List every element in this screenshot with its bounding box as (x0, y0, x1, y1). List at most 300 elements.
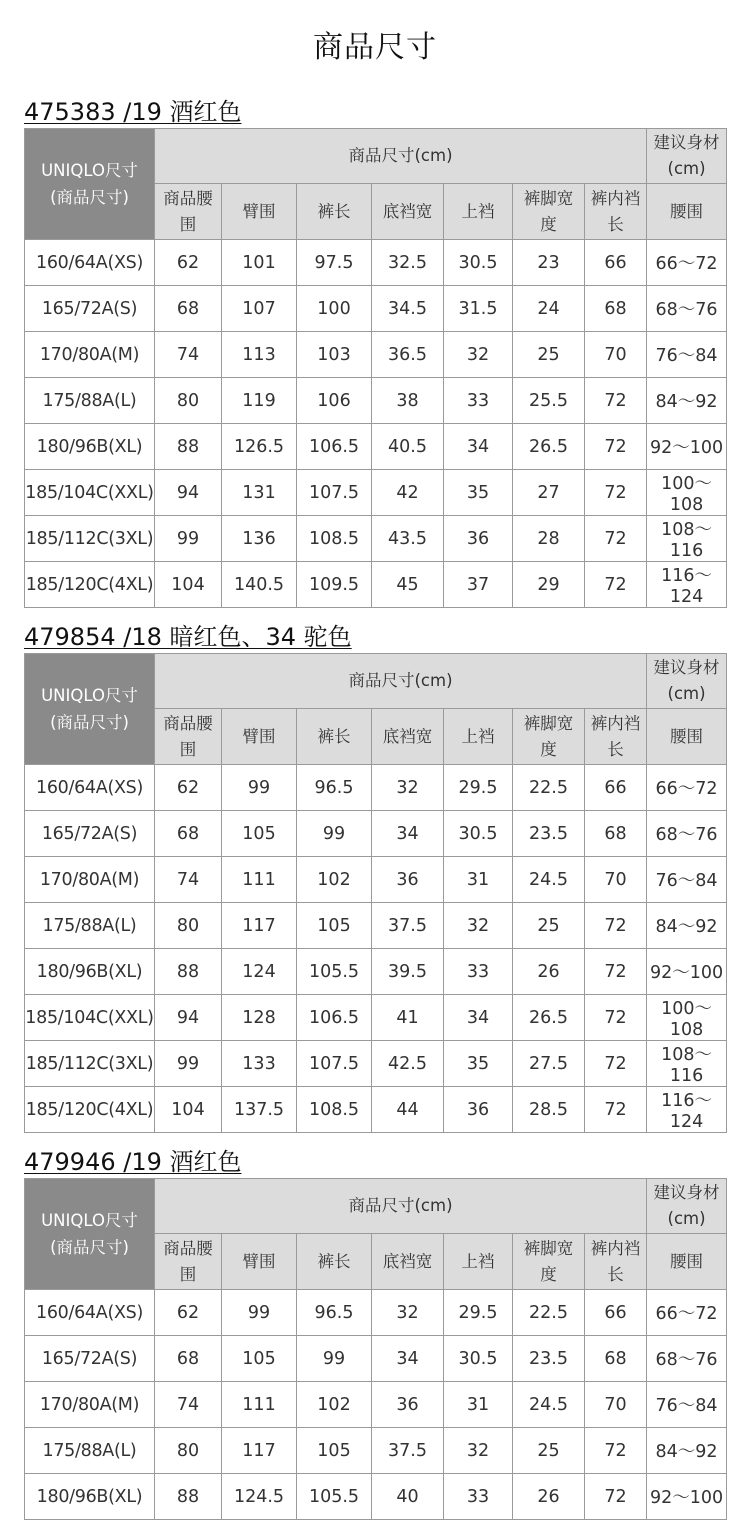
value-cell: 101 (222, 240, 297, 286)
header-row-1 (25, 654, 727, 709)
value-cell: 80 (155, 1428, 222, 1474)
brand-label-line1: UNIQLO尺寸 (41, 686, 138, 705)
column-header (155, 709, 222, 765)
table-row (25, 562, 727, 608)
value-cell: 92～100 (647, 949, 727, 995)
value-cell: 88 (155, 949, 222, 995)
value-cell: 104 (155, 562, 222, 608)
table-row (25, 811, 727, 857)
value-cell: 68～76 (647, 1336, 727, 1382)
value-cell: 32 (444, 903, 513, 949)
value-cell: 72 (585, 470, 647, 516)
value-cell: 94 (155, 470, 222, 516)
size-table (24, 128, 727, 608)
value-cell: 26 (513, 1474, 585, 1520)
value-cell: 22.5 (513, 1290, 585, 1336)
column-header (585, 184, 647, 240)
column-header-line1: 裤内裆 (590, 713, 641, 733)
header-row-1 (25, 129, 727, 184)
column-header (647, 184, 727, 240)
value-cell: 23 (513, 240, 585, 286)
column-header-line2: 度 (540, 1264, 557, 1284)
value-cell: 74 (155, 1382, 222, 1428)
size-section (24, 92, 726, 611)
value-cell: 23.5 (513, 1336, 585, 1382)
size-label-cell: 185/104C(XXL) (25, 995, 155, 1041)
size-label-cell: 175/88A(L) (25, 903, 155, 949)
value-cell: 99 (155, 1041, 222, 1087)
column-header-line2: 围 (179, 214, 197, 234)
size-section (24, 617, 726, 1136)
column-header-line1: 臂围 (242, 726, 276, 746)
table-row (25, 1087, 727, 1133)
column-header-line1: 裤长 (317, 726, 351, 746)
table-row (25, 1428, 727, 1474)
value-cell: 68 (585, 811, 647, 857)
value-cell: 97.5 (297, 240, 372, 286)
value-cell: 38 (372, 378, 444, 424)
size-label-cell: 180/96B(XL) (25, 424, 155, 470)
size-label-cell: 185/112C(3XL) (25, 1041, 155, 1087)
column-header-line2: 长 (607, 739, 624, 759)
value-cell: 104 (155, 1087, 222, 1133)
value-cell: 72 (585, 1087, 647, 1133)
value-cell: 33 (444, 949, 513, 995)
size-label-cell: 180/96B(XL) (25, 949, 155, 995)
table-row (25, 470, 727, 516)
size-label-cell: 185/104C(XXL) (25, 470, 155, 516)
size-label-cell: 160/64A(XS) (25, 765, 155, 811)
value-cell: 99 (155, 516, 222, 562)
value-cell: 74 (155, 332, 222, 378)
value-cell: 66 (585, 1290, 647, 1336)
brand-size-header (25, 654, 155, 765)
value-cell: 42.5 (372, 1041, 444, 1087)
column-header (513, 184, 585, 240)
value-cell: 37.5 (372, 1428, 444, 1474)
value-cell: 107.5 (297, 470, 372, 516)
size-label-cell: 170/80A(M) (25, 332, 155, 378)
value-cell: 108～116 (647, 1041, 727, 1087)
value-cell: 108～116 (647, 516, 727, 562)
column-header-line1: 臂围 (242, 201, 276, 221)
column-header-line1: 裤脚宽 (523, 1238, 574, 1258)
size-label-cell: 175/88A(L) (25, 1428, 155, 1474)
value-cell: 108.5 (297, 516, 372, 562)
value-cell: 32 (444, 332, 513, 378)
column-header (372, 709, 444, 765)
value-cell: 41 (372, 995, 444, 1041)
value-cell: 84～92 (647, 378, 727, 424)
column-header (513, 1234, 585, 1290)
value-cell: 28 (513, 516, 585, 562)
column-header (297, 709, 372, 765)
value-cell: 28.5 (513, 1087, 585, 1133)
value-cell: 25 (513, 1428, 585, 1474)
column-header (372, 1234, 444, 1290)
value-cell: 32 (372, 765, 444, 811)
value-cell: 39.5 (372, 949, 444, 995)
value-cell: 35 (444, 470, 513, 516)
column-header-line1: 底裆宽 (382, 726, 433, 746)
value-cell: 124 (222, 949, 297, 995)
value-cell: 27.5 (513, 1041, 585, 1087)
value-cell: 25 (513, 332, 585, 378)
table-row (25, 1382, 727, 1428)
value-cell: 37.5 (372, 903, 444, 949)
value-cell: 72 (585, 562, 647, 608)
value-cell: 70 (585, 1382, 647, 1428)
value-cell: 32.5 (372, 240, 444, 286)
value-cell: 105 (297, 1428, 372, 1474)
column-header (372, 184, 444, 240)
body-size-group-header (647, 1179, 727, 1234)
value-cell: 100～108 (647, 995, 727, 1041)
column-header (155, 1234, 222, 1290)
value-cell: 62 (155, 1290, 222, 1336)
value-cell: 72 (585, 424, 647, 470)
value-cell: 68～76 (647, 811, 727, 857)
value-cell: 100～108 (647, 470, 727, 516)
value-cell: 29.5 (444, 765, 513, 811)
value-cell: 72 (585, 903, 647, 949)
value-cell: 72 (585, 378, 647, 424)
column-header-line2: 度 (540, 214, 557, 234)
column-header-line1: 臂围 (242, 1251, 276, 1271)
table-row (25, 424, 727, 470)
value-cell: 36 (372, 1382, 444, 1428)
value-cell: 33 (444, 1474, 513, 1520)
body-label-line2: (cm) (667, 159, 706, 178)
column-header (222, 709, 297, 765)
value-cell: 26.5 (513, 995, 585, 1041)
column-header-line1: 裤脚宽 (523, 713, 574, 733)
value-cell: 103 (297, 332, 372, 378)
column-header (513, 709, 585, 765)
column-header (647, 1234, 727, 1290)
value-cell: 105 (222, 811, 297, 857)
column-header-line1: 裤内裆 (590, 1238, 641, 1258)
value-cell: 30.5 (444, 1336, 513, 1382)
table-row (25, 1041, 727, 1087)
value-cell: 72 (585, 1041, 647, 1087)
value-cell: 31 (444, 857, 513, 903)
value-cell: 29 (513, 562, 585, 608)
value-cell: 105 (297, 903, 372, 949)
value-cell: 68 (155, 1336, 222, 1382)
column-header (647, 709, 727, 765)
value-cell: 68～76 (647, 286, 727, 332)
value-cell: 99 (297, 1336, 372, 1382)
value-cell: 108.5 (297, 1087, 372, 1133)
brand-size-header (25, 129, 155, 240)
value-cell: 96.5 (297, 765, 372, 811)
value-cell: 34 (372, 1336, 444, 1382)
brand-label-line1: UNIQLO尺寸 (41, 161, 138, 180)
value-cell: 72 (585, 516, 647, 562)
column-header (297, 184, 372, 240)
size-label-cell: 165/72A(S) (25, 811, 155, 857)
column-header-line2: 长 (607, 1264, 624, 1284)
column-header (585, 1234, 647, 1290)
value-cell: 100 (297, 286, 372, 332)
value-cell: 45 (372, 562, 444, 608)
value-cell: 111 (222, 857, 297, 903)
column-header-line1: 裤长 (317, 201, 351, 221)
value-cell: 33 (444, 378, 513, 424)
value-cell: 131 (222, 470, 297, 516)
size-label-cell: 185/112C(3XL) (25, 516, 155, 562)
value-cell: 66 (585, 240, 647, 286)
value-cell: 92～100 (647, 424, 727, 470)
value-cell: 68 (155, 286, 222, 332)
value-cell: 106.5 (297, 995, 372, 1041)
brand-size-header (25, 1179, 155, 1290)
value-cell: 34 (372, 811, 444, 857)
column-header (585, 709, 647, 765)
value-cell: 76～84 (647, 857, 727, 903)
value-cell: 42 (372, 470, 444, 516)
value-cell: 140.5 (222, 562, 297, 608)
value-cell: 34 (444, 424, 513, 470)
column-header (222, 1234, 297, 1290)
column-header-line1: 商品腰 (163, 1238, 213, 1258)
column-header-line1: 商品腰 (163, 713, 213, 733)
value-cell: 34 (444, 995, 513, 1041)
value-cell: 36 (444, 1087, 513, 1133)
value-cell: 72 (585, 949, 647, 995)
table-row (25, 286, 727, 332)
column-header-line1: 裤脚宽 (523, 188, 574, 208)
value-cell: 80 (155, 903, 222, 949)
body-size-group-header (647, 129, 727, 184)
table-row (25, 765, 727, 811)
column-header-line1: 腰围 (670, 1251, 704, 1271)
value-cell: 23.5 (513, 811, 585, 857)
value-cell: 106.5 (297, 424, 372, 470)
value-cell: 102 (297, 1382, 372, 1428)
value-cell: 66～72 (647, 240, 727, 286)
value-cell: 68 (585, 286, 647, 332)
size-label-cell: 170/80A(M) (25, 857, 155, 903)
column-header-line1: 上裆 (461, 1251, 495, 1271)
value-cell: 40.5 (372, 424, 444, 470)
product-size-group-header: 商品尺寸(cm) (155, 1179, 647, 1234)
value-cell: 88 (155, 1474, 222, 1520)
table-row (25, 378, 727, 424)
value-cell: 30.5 (444, 240, 513, 286)
body-size-group-header (647, 654, 727, 709)
value-cell: 80 (155, 378, 222, 424)
page-title: 商品尺寸 (313, 30, 437, 65)
column-header (444, 184, 513, 240)
table-row (25, 1336, 727, 1382)
value-cell: 29.5 (444, 1290, 513, 1336)
value-cell: 111 (222, 1382, 297, 1428)
value-cell: 105.5 (297, 949, 372, 995)
table-row (25, 995, 727, 1041)
value-cell: 62 (155, 765, 222, 811)
value-cell: 105 (222, 1336, 297, 1382)
column-header (297, 1234, 372, 1290)
value-cell: 30.5 (444, 811, 513, 857)
column-header-line1: 裤内裆 (590, 188, 641, 208)
column-header (222, 184, 297, 240)
value-cell: 31.5 (444, 286, 513, 332)
value-cell: 66 (585, 765, 647, 811)
value-cell: 74 (155, 857, 222, 903)
product-size-group-header: 商品尺寸(cm) (155, 654, 647, 709)
table-row (25, 1290, 727, 1336)
value-cell: 62 (155, 240, 222, 286)
value-cell: 96.5 (297, 1290, 372, 1336)
value-cell: 66～72 (647, 1290, 727, 1336)
value-cell: 36.5 (372, 332, 444, 378)
value-cell: 105.5 (297, 1474, 372, 1520)
column-header-line1: 上裆 (461, 726, 495, 746)
value-cell: 137.5 (222, 1087, 297, 1133)
column-header (444, 709, 513, 765)
value-cell: 94 (155, 995, 222, 1041)
column-header-line1: 商品腰 (163, 188, 213, 208)
value-cell: 116～124 (647, 562, 727, 608)
value-cell: 70 (585, 857, 647, 903)
table-row (25, 857, 727, 903)
value-cell: 24 (513, 286, 585, 332)
value-cell: 99 (222, 765, 297, 811)
value-cell: 126.5 (222, 424, 297, 470)
size-section (24, 1142, 726, 1523)
value-cell: 117 (222, 903, 297, 949)
value-cell: 133 (222, 1041, 297, 1087)
value-cell: 106 (297, 378, 372, 424)
size-label-cell: 185/120C(4XL) (25, 562, 155, 608)
value-cell: 37 (444, 562, 513, 608)
value-cell: 136 (222, 516, 297, 562)
value-cell: 22.5 (513, 765, 585, 811)
column-header-line1: 上裆 (461, 201, 495, 221)
value-cell: 88 (155, 424, 222, 470)
section-title: 475383 /19 酒红色 (24, 98, 242, 126)
size-table (24, 1178, 727, 1520)
brand-label-line1: UNIQLO尺寸 (41, 1211, 138, 1230)
size-label-cell: 170/80A(M) (25, 1382, 155, 1428)
value-cell: 76～84 (647, 1382, 727, 1428)
body-label-line1: 建议身材 (653, 1183, 720, 1202)
size-label-cell: 165/72A(S) (25, 1336, 155, 1382)
value-cell: 119 (222, 378, 297, 424)
value-cell: 68 (585, 1336, 647, 1382)
column-header-line1: 底裆宽 (382, 201, 433, 221)
product-size-group-header: 商品尺寸(cm) (155, 129, 647, 184)
value-cell: 36 (372, 857, 444, 903)
value-cell: 25.5 (513, 378, 585, 424)
size-label-cell: 180/96B(XL) (25, 1474, 155, 1520)
column-header (444, 1234, 513, 1290)
column-header-line1: 腰围 (670, 726, 704, 746)
value-cell: 84～92 (647, 1428, 727, 1474)
value-cell: 117 (222, 1428, 297, 1474)
section-title: 479946 /19 酒红色 (24, 1148, 242, 1176)
value-cell: 43.5 (372, 516, 444, 562)
column-header (155, 184, 222, 240)
value-cell: 99 (222, 1290, 297, 1336)
column-header-line1: 腰围 (670, 201, 704, 221)
brand-label-line2: (商品尺寸) (50, 713, 129, 732)
value-cell: 107.5 (297, 1041, 372, 1087)
size-label-cell: 160/64A(XS) (25, 1290, 155, 1336)
value-cell: 27 (513, 470, 585, 516)
value-cell: 24.5 (513, 1382, 585, 1428)
value-cell: 66～72 (647, 765, 727, 811)
value-cell: 109.5 (297, 562, 372, 608)
value-cell: 31 (444, 1382, 513, 1428)
body-label-line1: 建议身材 (653, 658, 720, 677)
value-cell: 99 (297, 811, 372, 857)
column-header-line2: 围 (179, 739, 197, 759)
value-cell: 92～100 (647, 1474, 727, 1520)
size-label-cell: 175/88A(L) (25, 378, 155, 424)
column-header-line2: 围 (179, 1264, 197, 1284)
value-cell: 36 (444, 516, 513, 562)
table-row (25, 332, 727, 378)
value-cell: 76～84 (647, 332, 727, 378)
value-cell: 32 (444, 1428, 513, 1474)
table-row (25, 949, 727, 995)
brand-label-line2: (商品尺寸) (50, 1238, 129, 1257)
header-row-1 (25, 1179, 727, 1234)
value-cell: 72 (585, 995, 647, 1041)
table-row (25, 1474, 727, 1520)
value-cell: 34.5 (372, 286, 444, 332)
body-label-line2: (cm) (667, 684, 706, 703)
value-cell: 70 (585, 332, 647, 378)
table-row (25, 903, 727, 949)
value-cell: 72 (585, 1474, 647, 1520)
value-cell: 72 (585, 1428, 647, 1474)
value-cell: 35 (444, 1041, 513, 1087)
brand-label-line2: (商品尺寸) (50, 188, 129, 207)
table-row (25, 240, 727, 286)
value-cell: 68 (155, 811, 222, 857)
value-cell: 40 (372, 1474, 444, 1520)
table-row (25, 516, 727, 562)
size-label-cell: 185/120C(4XL) (25, 1087, 155, 1133)
value-cell: 116～124 (647, 1087, 727, 1133)
size-table (24, 653, 727, 1133)
value-cell: 124.5 (222, 1474, 297, 1520)
value-cell: 25 (513, 903, 585, 949)
value-cell: 107 (222, 286, 297, 332)
value-cell: 113 (222, 332, 297, 378)
column-header-line2: 度 (540, 739, 557, 759)
value-cell: 84～92 (647, 903, 727, 949)
body-label-line1: 建议身材 (653, 133, 720, 152)
value-cell: 102 (297, 857, 372, 903)
size-label-cell: 165/72A(S) (25, 286, 155, 332)
column-header-line1: 底裆宽 (382, 1251, 433, 1271)
column-header-line2: 长 (607, 214, 624, 234)
value-cell: 44 (372, 1087, 444, 1133)
value-cell: 26.5 (513, 424, 585, 470)
section-title: 479854 /18 暗红色、34 驼色 (24, 623, 352, 651)
size-label-cell: 160/64A(XS) (25, 240, 155, 286)
value-cell: 32 (372, 1290, 444, 1336)
body-label-line2: (cm) (667, 1209, 706, 1228)
column-header-line1: 裤长 (317, 1251, 351, 1271)
value-cell: 26 (513, 949, 585, 995)
value-cell: 128 (222, 995, 297, 1041)
